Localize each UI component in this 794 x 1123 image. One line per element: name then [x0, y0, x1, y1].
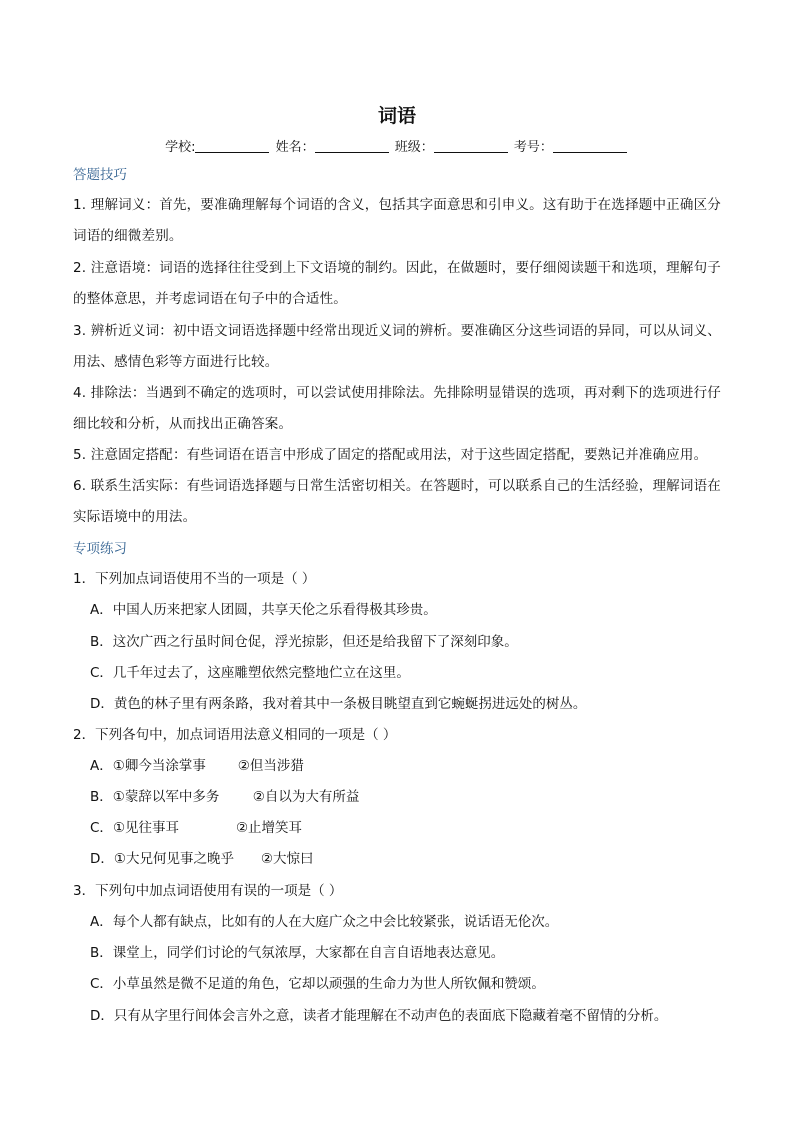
option-part-1: ①蒙辞以军中多务: [112, 789, 220, 805]
name-blank[interactable]: [315, 138, 389, 153]
question-3-stem: 3．下列句中加点词语使用有误的一项是（ ）: [73, 883, 343, 899]
question-1-option[interactable]: A．中国人历来把家人团圆，共享天伦之乐看得极其珍贵。: [90, 602, 437, 618]
class-blank[interactable]: [434, 138, 508, 153]
question-2-stem: 2．下列各句中，加点词语用法意义相同的一项是（ ）: [73, 727, 397, 743]
option-label: D．: [90, 851, 114, 867]
question-1-option[interactable]: D．黄色的林子里有两条路，我对着其中一条极目眺望直到它蜿蜒拐进远处的树丛。: [90, 696, 587, 712]
option-label: C．: [90, 820, 113, 836]
question-2-option[interactable]: [90, 787, 740, 807]
option-part-2: ②大惊曰: [260, 851, 314, 867]
page-title: 词语: [377, 105, 416, 127]
class-label: 班级：: [394, 140, 434, 155]
tip-item: 2. 注意语境：词语的选择往往受到上下文语境的制约。因此，在做题时，要仔细阅读题干和选项，理解句子的整体意思，并考虑词语在句子中的合适性。: [73, 260, 721, 307]
question-2-option[interactable]: [90, 849, 740, 869]
tip-item: 3. 辨析近义词：初中语文词语选择题中经常出现近义词的辨析。要准确区分这些词语的异同，可以从词义、用法、感情色彩等方面进行比较。: [73, 323, 721, 370]
option-part-1: ①见往事耳: [112, 820, 180, 836]
question-2-option[interactable]: [90, 818, 740, 838]
option-part-1: ①大兄何见事之晚乎: [113, 851, 235, 867]
option-part-1: ①卿今当涂掌事: [112, 758, 206, 774]
tip-item: 5. 注意固定搭配：有些词语在语言中形成了固定的搭配或用法，对于这些固定搭配，要熟记并准确应用。: [73, 447, 708, 463]
question-3-option[interactable]: A．每个人都有缺点，比如有的人在大庭广众之中会比较紧张，说话语无伦次。: [90, 914, 559, 930]
section-heading-tips: 答题技巧: [73, 167, 127, 183]
option-part-2: ②自以为大有所益: [252, 789, 360, 805]
option-label: B．: [90, 789, 113, 805]
question-3-option[interactable]: B．课堂上，同学们讨论的气氛浓厚，大家都在自言自语地表达意见。: [90, 945, 505, 961]
exam-number-blank[interactable]: [553, 138, 627, 153]
school-label: 学校:: [165, 140, 196, 155]
student-info-line: [0, 138, 794, 158]
exam-number-label: 考号：: [513, 140, 553, 155]
school-blank[interactable]: [195, 138, 269, 153]
question-2-option[interactable]: [90, 756, 740, 776]
section-heading-practice: 专项练习: [73, 541, 127, 557]
question-1-stem: 1．下列加点词语使用不当的一项是（ ）: [73, 571, 316, 587]
question-3-option[interactable]: D．只有从字里行间体会言外之意，读者才能理解在不动声色的表面底下隐藏着毫不留情的分析。: [90, 1008, 668, 1024]
tip-item: 6. 联系生活实际：有些词语选择题与日常生活密切相关。在答题时，可以联系自己的生活经验，理解词语在实际语境中的用法。: [73, 478, 721, 525]
tip-item: 4. 排除法：当遇到不确定的选项时，可以尝试使用排除法。先排除明显错误的选项，再对剩下的选项进行仔细比较和分析，从而找出正确答案。: [73, 385, 721, 432]
name-label: 姓名：: [275, 140, 315, 155]
option-label: A．: [90, 758, 113, 774]
option-part-2: ②止增笑耳: [235, 820, 303, 836]
question-1-option[interactable]: B．这次广西之行虽时间仓促，浮光掠影，但还是给我留下了深刻印象。: [90, 634, 518, 650]
question-3-option[interactable]: C．小草虽然是微不足道的角色，它却以顽强的生命力为世人所钦佩和赞颂。: [90, 976, 545, 992]
question-1-option[interactable]: C．几千年过去了，这座雕塑依然完整地伫立在这里。: [90, 665, 410, 681]
option-part-2: ②但当涉猎: [237, 758, 304, 774]
tip-item: 1. 理解词义：首先，要准确理解每个词语的含义，包括其字面意思和引申义。这有助于在选择题中正确区分词语的细微差别。: [73, 197, 721, 244]
